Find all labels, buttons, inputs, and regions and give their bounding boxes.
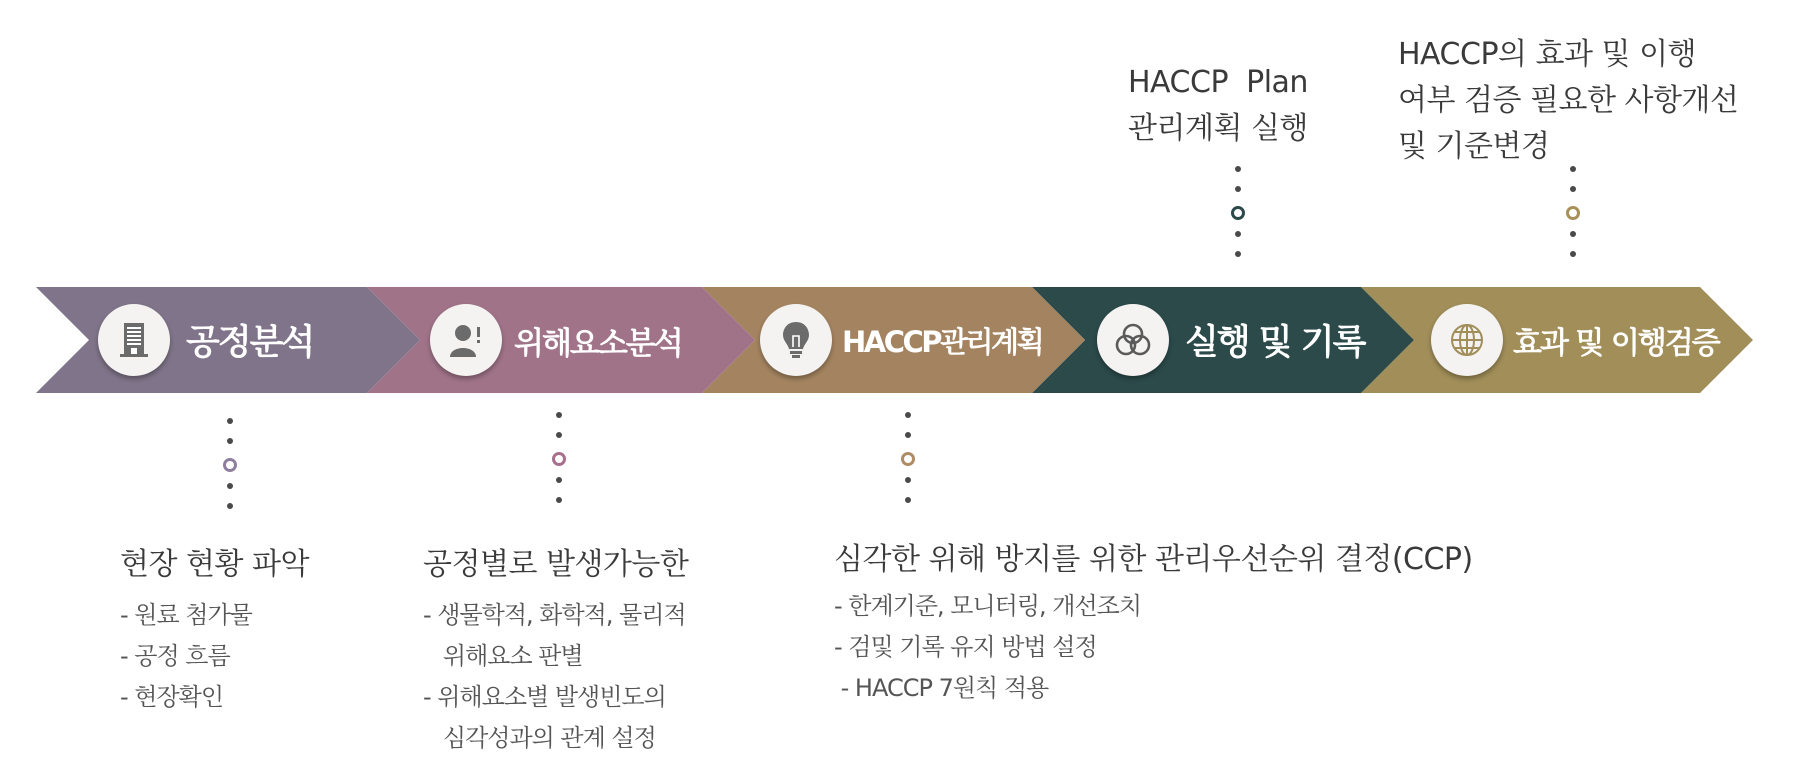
description-item: - 위해요소별 발생빈도의 <box>423 683 666 711</box>
description-hazard-analysis <box>423 545 688 759</box>
connector-ring <box>901 452 915 466</box>
step-label: 실행 및 기록 <box>1185 323 1365 363</box>
connector-ring <box>1566 206 1580 220</box>
description-item: - 원료 첨가물 <box>120 601 252 629</box>
connector-dot <box>227 418 233 424</box>
connector-dot <box>1570 231 1576 237</box>
connector-dot <box>227 483 233 489</box>
step-haccp-plan <box>760 287 1042 393</box>
connector-dot <box>227 503 233 509</box>
description-item: - HACCP 7원칙 적용 <box>834 674 1049 702</box>
step-effect-verification <box>1431 287 1719 393</box>
building-icon <box>98 304 170 376</box>
step-process-analysis <box>98 287 313 393</box>
description-title: 공정별로 발생가능한 <box>423 547 689 582</box>
venn-circles-icon <box>1097 304 1169 376</box>
description-item: - 검및 기록 유지 방법 설정 <box>834 633 1097 661</box>
description-effect-verification <box>1398 32 1738 170</box>
connector-dot <box>556 497 562 503</box>
description-item: 위해요소 판별 <box>423 642 583 670</box>
description-title: 심각한 위해 방지를 위한 관리우선순위 결정(CCP) <box>834 542 1473 577</box>
description-line: 관리계획 실행 <box>1128 111 1308 146</box>
connector-dot <box>1235 166 1241 172</box>
connector-dot <box>905 497 911 503</box>
connector-dot <box>556 477 562 483</box>
connector-dot <box>556 412 562 418</box>
description-item: 심각성과의 관계 설정 <box>423 724 656 752</box>
step-label: 공정분석 <box>186 323 314 363</box>
description-item: - 한계기준, 모니터링, 개선조치 <box>834 592 1142 620</box>
connector-dot <box>1235 251 1241 257</box>
connector-dot <box>905 412 911 418</box>
description-execution-record <box>1128 60 1308 152</box>
step-label: HACCP관리계획 <box>842 324 1043 359</box>
connector-dot <box>556 432 562 438</box>
connector-dot <box>1570 186 1576 192</box>
connector-dot <box>905 432 911 438</box>
connector-dot <box>905 477 911 483</box>
description-title: 현장 현황 파악 <box>120 547 309 582</box>
description-line: 여부 검증 필요한 사항개선 <box>1398 83 1739 118</box>
connector-dot <box>1235 186 1241 192</box>
step-hazard-analysis <box>430 287 682 393</box>
description-line: HACCP의 효과 및 이행 <box>1398 37 1697 72</box>
connector-ring <box>1231 206 1245 220</box>
description-item: - 공정 흐름 <box>120 642 230 670</box>
connector-haccp-plan <box>898 412 918 512</box>
step-execution-record <box>1097 287 1364 393</box>
description-item: - 현장확인 <box>120 683 224 711</box>
connector-dot <box>1570 251 1576 257</box>
description-item: - 생물학적, 화학적, 물리적 <box>423 601 686 629</box>
step-label: 효과 및 이행검증 <box>1513 326 1719 361</box>
connector-ring <box>552 452 566 466</box>
connector-dot <box>227 438 233 444</box>
step-label: 위해요소분석 <box>514 325 682 362</box>
globe-icon <box>1431 304 1503 376</box>
connector-dot <box>1235 231 1241 237</box>
description-process-analysis <box>120 545 309 718</box>
connector-effect-verification <box>1563 166 1583 266</box>
lightbulb-icon <box>760 304 832 376</box>
connector-execution-record <box>1228 166 1248 266</box>
description-haccp-plan <box>834 540 1473 709</box>
connector-ring <box>223 458 237 472</box>
description-line: 및 기준변경 <box>1398 129 1550 164</box>
connector-process-analysis <box>220 418 240 518</box>
person-alert-icon <box>430 304 502 376</box>
connector-hazard-analysis <box>549 412 569 512</box>
description-line: HACCP Plan <box>1128 65 1308 100</box>
